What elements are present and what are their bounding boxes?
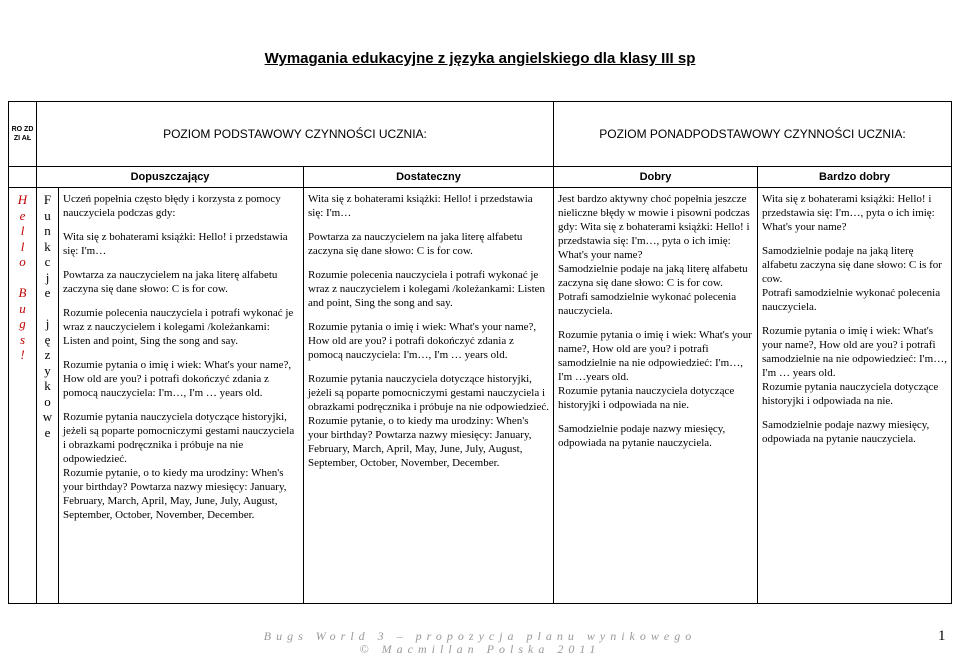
- chapter-header: RO ZD ZI AŁ: [9, 102, 37, 167]
- col-dopuszczajacy: [59, 188, 304, 604]
- req-text: Rozumie polecenia nauczyciela i potrafi wykonać je wraz z nauczycielem i kolegami /koleżankami: Listen and point, Sing the song and say.: [63, 307, 294, 347]
- grade-dostateczny: Dostateczny: [304, 167, 554, 188]
- grade-dopuszczajacy: Dopuszczający: [37, 167, 304, 188]
- req-text: Potrafi samodzielnie wykonać polecenia nauczyciela.: [762, 287, 941, 313]
- footer-copyright: © Macmillan Polska 2011: [359, 642, 601, 656]
- vertical-letter: o: [19, 254, 26, 269]
- req-text: Rozumie pytania nauczyciela dotyczące historyjki, jeżeli są poparte pomocniczymi gestami nauczyciela i obrazkami podręcznika i próbuje na nie odpowiedzieć.: [63, 411, 295, 465]
- req-text: Uczeń popełnia często błędy i korzysta z pomocy nauczyciela podczas gdy:: [63, 193, 281, 219]
- vertical-letter: k: [44, 378, 51, 393]
- content-row: [9, 188, 952, 604]
- col-dobry: [554, 188, 758, 604]
- vertical-letter: j: [45, 269, 50, 285]
- vertical-letter: F: [43, 192, 52, 207]
- col-bardzo-dobry: [758, 188, 952, 604]
- vertical-letter: o: [44, 393, 51, 409]
- section-name-vertical: [37, 188, 59, 604]
- req-text: Rozumie pytania o imię i wiek: What's your name?, How old are you? i potrafi samodzielnie na nie odpowiedzieć: I'm…, I'm … years old.: [762, 325, 947, 379]
- req-text: Samodzielnie podaje na jaką literę alfabetu zaczyna się dane słowo: C is for cow.: [762, 245, 942, 285]
- vertical-letter: j: [45, 316, 50, 331]
- vertical-letter: c: [44, 254, 51, 269]
- req-text: Potrafi samodzielnie wykonać polecenia nauczyciela.: [558, 291, 737, 317]
- vertical-letter: k: [44, 238, 51, 254]
- chapter-name-vertical: [9, 188, 37, 604]
- vertical-letter: l: [20, 238, 25, 254]
- grade-dobry: Dobry: [554, 167, 758, 188]
- req-text: Rozumie pytania nauczyciela dotyczące historyjki i odpowiada na nie.: [558, 385, 735, 411]
- req-text: Rozumie pytanie, o to kiedy ma urodziny: When's your birthday? Powtarza nazwy miesięcy: January, February, March, April, May, June, July, August, September, October, November, December.: [308, 415, 532, 469]
- basic-level-header: POZIOM PODSTAWOWY CZYNNOŚCI UCZNIA:: [37, 102, 554, 167]
- vertical-letter: w: [42, 409, 53, 424]
- page-number: 1: [938, 628, 946, 644]
- req-text: Rozumie pytania o imię i wiek: What's your name?, How old are you? i potrafi dokończyć zdania z pomocą nauczyciela: I'm…, I'm … years old.: [63, 359, 292, 399]
- requirements-table: [8, 101, 952, 604]
- vertical-letter: !: [20, 347, 25, 362]
- vertical-letter: y: [44, 362, 51, 378]
- vertical-letter: e: [44, 285, 51, 300]
- req-text: Wita się z bohaterami książki: Hello! i przedstawia się: I'm…: [63, 231, 288, 257]
- vertical-letter: ę: [44, 331, 51, 347]
- req-text: Powtarza za nauczycielem na jaka literę alfabetu zaczyna się dane słowo: C is for cow.: [308, 231, 523, 257]
- req-text: Rozumie pytania o imię i wiek: What's your name?, How old are you? i potrafi samodzielnie na nie odpowiedzieć: I'm…, I'm …years old.: [558, 329, 752, 383]
- vertical-letter: g: [19, 316, 26, 331]
- vertical-letter: H: [17, 192, 28, 207]
- level-header-row: [9, 102, 952, 167]
- grade-spacer: [9, 167, 37, 188]
- grade-header-row: [9, 167, 952, 188]
- vertical-letter: B: [18, 285, 27, 300]
- req-text: Rozumie pytanie, o to kiedy ma urodziny: When's your birthday? Powtarza nazwy miesięcy: January, February, March, April, May, June, July, August, September, October, November, December.: [63, 467, 287, 521]
- req-text: Powtarza za nauczycielem na jaka literę alfabetu zaczyna się dane słowo: C is for cow.: [63, 269, 278, 295]
- req-text: Wita się z bohaterami książki: Hello! i przedstawia się: I'm…: [308, 193, 533, 219]
- vertical-letter: n: [44, 223, 51, 238]
- req-text: Rozumie pytania o imię i wiek: What's your name?, How old are you? i potrafi dokończyć zdania z pomocą nauczyciela: I'm…, I'm … years old.: [308, 321, 537, 361]
- req-text: Samodzielnie podaje nazwy miesięcy, odpowiada na pytanie nauczyciela.: [762, 419, 930, 445]
- req-text: Rozumie polecenia nauczyciela i potrafi wykonać je wraz z nauczycielem i kolegami /koleżankami: Listen and point, Sing the song and say.: [308, 269, 546, 309]
- vertical-letter: u: [44, 207, 51, 223]
- vertical-letter: l: [20, 223, 25, 238]
- vertical-letter: [9, 270, 36, 286]
- vertical-letter: u: [19, 300, 26, 316]
- req-text: Rozumie pytania nauczyciela dotyczące historyjki, jeżeli są poparte pomocniczymi gestami nauczyciela i obrazkami podręcznika i próbuje na nie odpowiedzieć.: [308, 373, 549, 413]
- vertical-letter: e: [19, 207, 26, 223]
- vertical-letter: [37, 301, 58, 317]
- col-dostateczny: [304, 188, 554, 604]
- req-text: Rozumie pytania nauczyciela dotyczące historyjki i odpowiada na nie.: [762, 381, 939, 407]
- advanced-level-header: POZIOM PONADPODSTAWOWY CZYNNOŚCI UCZNIA:: [554, 102, 952, 167]
- vertical-letter: s: [19, 331, 26, 347]
- document-title: Wymagania edukacyjne z języka angielskiego dla klasy III sp: [264, 50, 696, 67]
- footer-series-title: Bugs World 3 – propozycja planu wynikowego: [263, 629, 697, 643]
- requirements-table-frame: [8, 101, 951, 603]
- vertical-letter: z: [44, 347, 51, 362]
- vertical-letter: e: [44, 424, 51, 440]
- grade-bardzo-dobry: Bardzo dobry: [758, 167, 952, 188]
- req-text: Wita się z bohaterami książki: Hello! i przedstawia się: I'm…, pyta o ich imię: What's your name?: [762, 193, 935, 233]
- req-text: Jest bardzo aktywny choć popełnia jeszcze nieliczne błędy w mowie i pisowni podczas gdy: Wita się z bohaterami książki: Hello! i przedstawia się: I'm…, pyta o ich imię: What's your name?: [558, 193, 750, 261]
- req-text: Samodzielnie podaje nazwy miesięcy, odpowiada na pytanie nauczyciela.: [558, 423, 726, 449]
- req-text: Samodzielnie podaje na jaką literę alfabetu zaczyna się dane słowo: C is for cow.: [558, 263, 748, 289]
